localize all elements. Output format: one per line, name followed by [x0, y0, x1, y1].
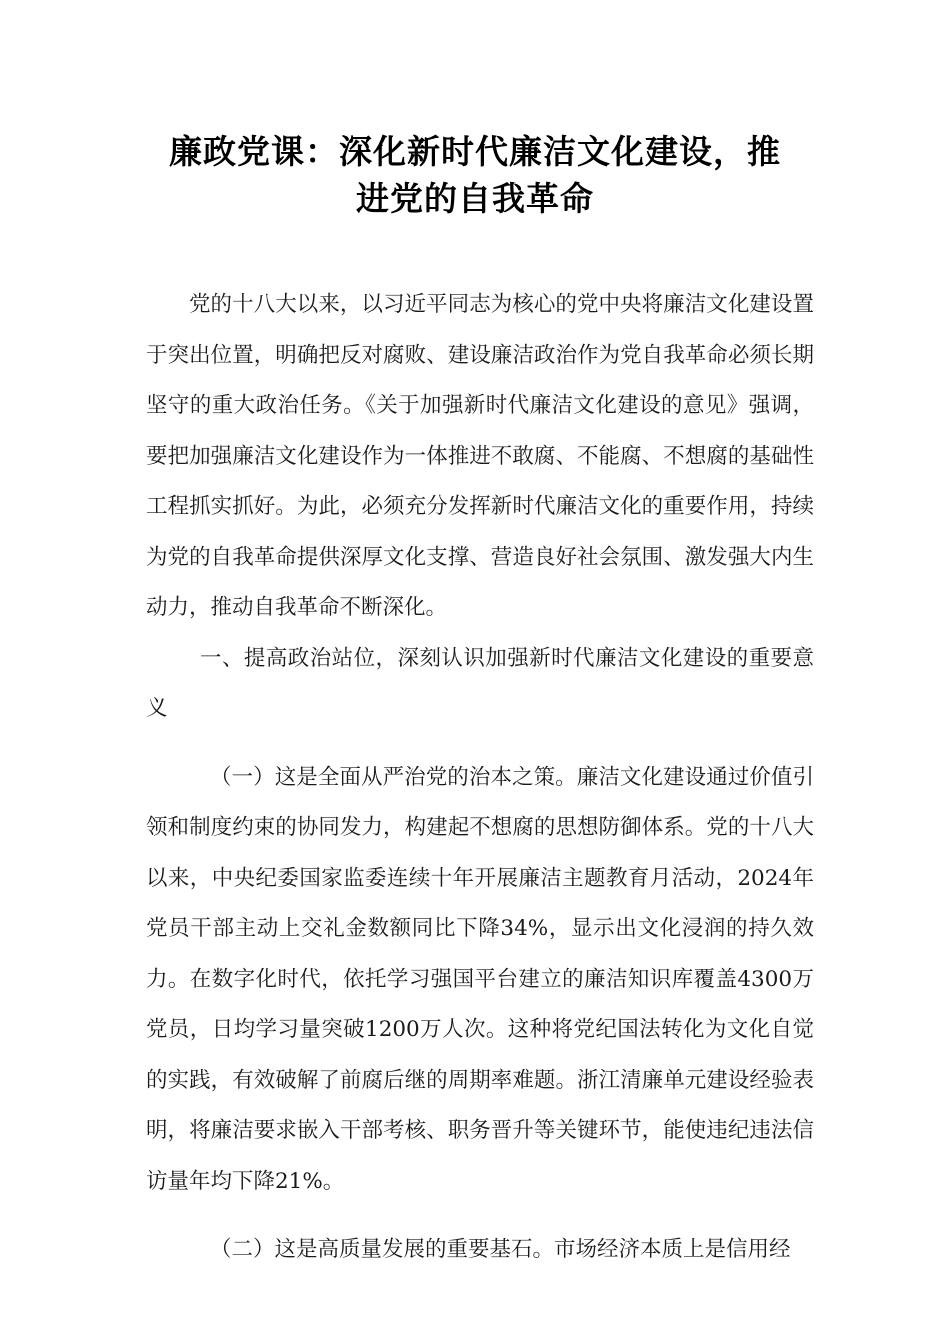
title-line-1: 廉政党课：深化新时代廉洁文化建设，推 [169, 132, 781, 171]
intro-paragraph: 党的十八大以来，以习近平同志为核心的党中央将廉洁文化建设置于突出位置，明确把反对腐败、建设廉洁政治作为党自我革命必须长期坚守的重大政治任务。《关于加强新时代廉洁文化建设的意见》强调，要把加强廉洁文化建设作为一体推进不敢腐、不能腐、不想腐的基础性工程抓实抓好。为此，必须充分发挥新时代廉洁文化的重要作用，持续为党的自我革命提供深厚文化支撑、营造良好社会氛围、激发强大内生动力，推动自我革命不断深化。 [146, 292, 814, 620]
point-two-paragraph: （二）这是高质量发展的重要基石。市场经济本质上是信用经 [210, 1237, 791, 1262]
section-heading-one: 一、提高政治站位，深刻认识加强新时代廉洁文化建设的重要意义 [146, 645, 814, 721]
document-body [146, 280, 814, 1276]
point-one-paragraph: （一）这是全面从严治党的治本之策。廉洁文化建设通过价值引领和制度约束的协同发力，构建起不想腐的思想防御体系。党的十八大以来，中央纪委国家监委连续十年开展廉洁主题教育月活动，2024年党员干部主动上交礼金数额同比下降34%，显示出文化浸润的持久效力。在数字化时代，依托学习强国平台建立的廉洁知识库覆盖4300万党员，日均学习量突破1200万人次。这种将党纪国法转化为文化自觉的实践，有效破解了前腐后继的周期率难题。浙江清廉单元建设经验表明，将廉洁要求嵌入干部考核、职务晋升等关键环节，能使违纪违法信访量年均下降21%。 [146, 764, 814, 1194]
title-line-2: 进党的自我革命 [356, 179, 594, 218]
document-title [140, 128, 810, 222]
